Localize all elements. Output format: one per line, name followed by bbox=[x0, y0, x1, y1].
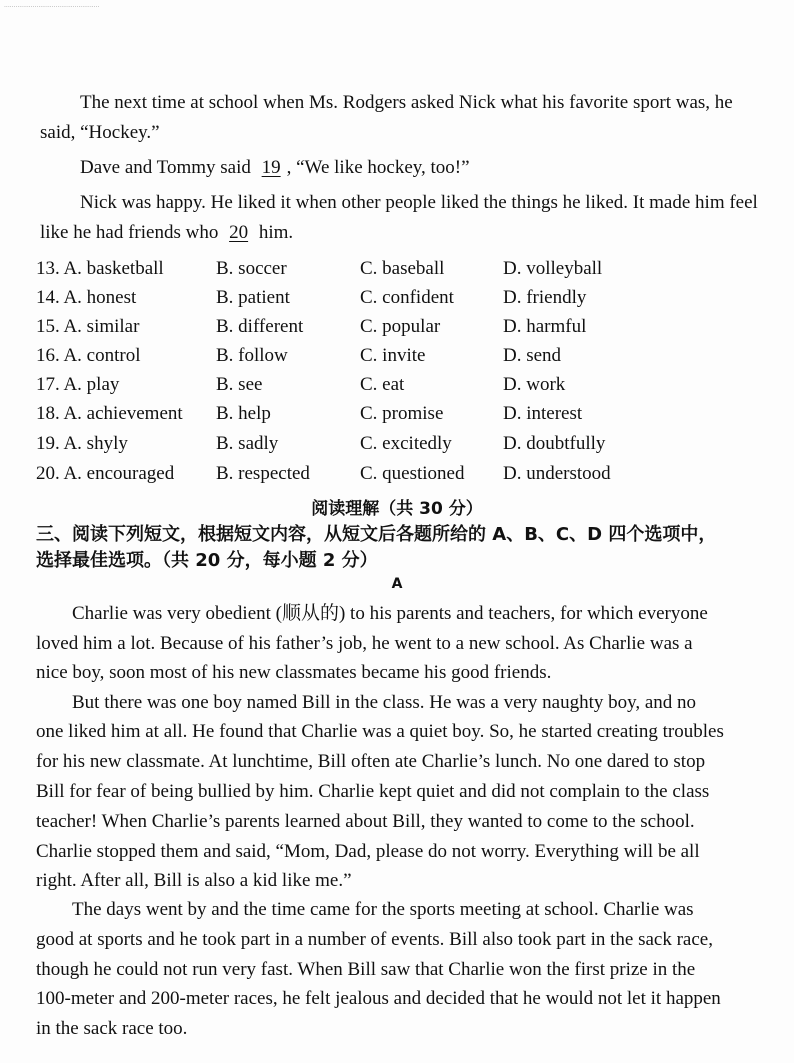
reading-section-title: 阅读理解（共 30 分） bbox=[311, 499, 483, 519]
question-18-c: C. promise bbox=[360, 403, 444, 424]
question-19-a: 19. A. shyly bbox=[36, 433, 128, 454]
question-20-b: B. respected bbox=[216, 463, 310, 484]
question-14-c: C. confident bbox=[360, 287, 454, 308]
question-15-d: D. harmful bbox=[503, 316, 587, 337]
story-line-1: The next time at school when Ms. Rodgers asked Nick what his favorite sport was, he bbox=[80, 92, 733, 113]
question-20-a: 20. A. encouraged bbox=[36, 463, 175, 484]
passage-line: 100-meter and 200-meter races, he felt jealous and decided that he would not let it happen bbox=[36, 988, 721, 1009]
passage-line: one liked him at all. He found that Charlie was a quiet boy. So, he started creating troubles bbox=[36, 721, 724, 742]
passage-line: Charlie was very obedient (顺从的) to his parents and teachers, for which everyone bbox=[72, 603, 708, 624]
question-16-b: B. follow bbox=[216, 345, 288, 366]
passage-line: But there was one boy named Bill in the class. He was a very naughty boy, and no bbox=[72, 692, 697, 713]
passage-line: good at sports and he took part in a number of events. Bill also took part in the sack race, bbox=[36, 929, 713, 950]
question-15-b: B. different bbox=[216, 316, 304, 337]
question-14-a: 14. A. honest bbox=[36, 287, 137, 308]
question-16-c: C. invite bbox=[360, 345, 426, 366]
passage-line: Bill for fear of being bullied by him. Charlie kept quiet and did not complain to the class bbox=[36, 781, 710, 802]
passage-line: teacher! When Charlie’s parents learned about Bill, they wanted to come to the school. bbox=[36, 811, 695, 832]
story-line-2: said, “Hockey.” bbox=[40, 122, 160, 143]
question-17-b: B. see bbox=[216, 374, 263, 395]
question-13-c: C. baseball bbox=[360, 258, 445, 279]
passage-line: right. After all, Bill is also a kid like me.” bbox=[36, 870, 352, 891]
question-16-a: 16. A. control bbox=[36, 345, 141, 366]
reading-instruction-line-1: 三、阅读下列短文，根据短文内容，从短文后各题所给的 A、B、C、D 四个选项中， bbox=[36, 524, 717, 545]
question-18-d: D. interest bbox=[503, 403, 583, 424]
reading-instruction-line-2: 选择最佳选项。（共 20 分，每小题 2 分） bbox=[36, 550, 378, 571]
question-17-d: D. work bbox=[503, 374, 566, 395]
story-text: , “We like hockey, too!” bbox=[286, 157, 470, 178]
blank-20: 20 bbox=[229, 222, 249, 243]
question-17-c: C. eat bbox=[360, 374, 405, 395]
question-16-d: D. send bbox=[503, 345, 562, 366]
question-19-c: C. excitedly bbox=[360, 433, 452, 454]
question-13-d: D. volleyball bbox=[503, 258, 603, 279]
passage-line: nice boy, soon most of his new classmates became his good friends. bbox=[36, 662, 552, 683]
question-15-a: 15. A. similar bbox=[36, 316, 140, 337]
passage-line: The days went by and the time came for the sports meeting at school. Charlie was bbox=[72, 899, 694, 920]
question-14-b: B. patient bbox=[216, 287, 290, 308]
story-text: him. bbox=[258, 222, 294, 243]
question-20-c: C. questioned bbox=[360, 463, 465, 484]
question-18-b: B. help bbox=[216, 403, 271, 424]
story-text: Dave and Tommy said bbox=[80, 157, 251, 178]
blank-19: 19 bbox=[261, 157, 281, 178]
passage-line: Charlie stopped them and said, “Mom, Dad, please do not worry. Everything will be all bbox=[36, 841, 700, 862]
question-20-d: D. understood bbox=[503, 463, 611, 484]
question-15-c: C. popular bbox=[360, 316, 441, 337]
story-line-4: Nick was happy. He liked it when other people liked the things he liked. It made him feel bbox=[80, 192, 758, 213]
passage-line: loved him a lot. Because of his father’s job, he went to a new school. As Charlie was a bbox=[36, 633, 693, 654]
scan-header-noise: .................................................. bbox=[4, 2, 100, 9]
story-line-3 bbox=[80, 157, 470, 179]
question-13-b: B. soccer bbox=[216, 258, 287, 279]
question-17-a: 17. A. play bbox=[36, 374, 120, 395]
story-text: like he had friends who bbox=[40, 222, 219, 243]
passage-line: in the sack race too. bbox=[36, 1018, 188, 1039]
question-18-a: 18. A. achievement bbox=[36, 403, 183, 424]
question-13-a: 13. A. basketball bbox=[36, 258, 164, 279]
passage-line: for his new classmate. At lunchtime, Bill often ate Charlie’s lunch. No one dared to stop bbox=[36, 751, 706, 772]
question-14-d: D. friendly bbox=[503, 287, 587, 308]
question-19-d: D. doubtfully bbox=[503, 433, 606, 454]
question-19-b: B. sadly bbox=[216, 433, 279, 454]
passage-line: though he could not run very fast. When Bill saw that Charlie won the first prize in the bbox=[36, 959, 696, 980]
story-line-5 bbox=[40, 222, 293, 244]
passage-label: A bbox=[391, 576, 403, 592]
